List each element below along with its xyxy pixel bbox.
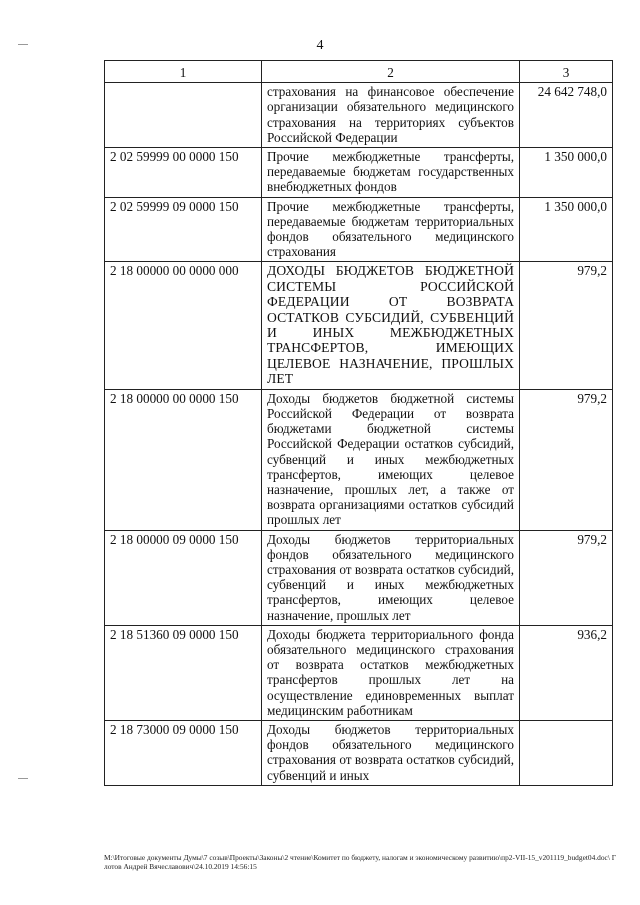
- header-amount: 3: [520, 61, 613, 83]
- margin-mark-bottom: [18, 778, 28, 779]
- row-amount: 979,2: [520, 262, 613, 389]
- row-amount: 979,2: [520, 389, 613, 530]
- row-description: страхования на финансовое обеспечение организации обязательного медицинского страхования на территориях субъектов Российской Федерации: [262, 83, 520, 148]
- row-code: 2 18 73000 09 0000 150: [105, 720, 262, 785]
- row-code: 2 18 00000 09 0000 150: [105, 530, 262, 625]
- table-row: [105, 262, 613, 389]
- row-amount: 1 350 000,0: [520, 148, 613, 198]
- row-description: Доходы бюджетов территориальных фондов обязательного медицинского страхования от возврата остатков субсидий, субвенций и иных межбюджетных трансфертов, имеющих целевое назначение, прошлых лет: [262, 530, 520, 625]
- row-code: [105, 83, 262, 148]
- row-description: ДОХОДЫ БЮДЖЕТОВ БЮДЖЕТНОЙ СИСТЕМЫ РОССИЙСКОЙ ФЕДЕРАЦИИ ОТ ВОЗВРАТА ОСТАТКОВ СУБСИДИЙ, СУБВЕНЦИЙ И ИНЫХ МЕЖБЮДЖЕТНЫХ ТРАНСФЕРТОВ, ИМЕЮЩИХ ЦЕЛЕВОЕ НАЗНАЧЕНИЕ, ПРОШЛЫХ ЛЕТ: [262, 262, 520, 389]
- table-row: [105, 625, 613, 720]
- document-path-footer: M:\Итоговые документы Думы\7 созыв\Проекты\Законы\2 чтение\Комитет по бюджету, налогам и экономическому развитию\пр2-VII-15_v201119_budget04.doc\ Глотов Андрей Вячеславович\24.10.2019 14:56:15: [104, 853, 616, 871]
- row-amount: [520, 720, 613, 785]
- row-code: 2 02 59999 09 0000 150: [105, 197, 262, 262]
- header-description: 2: [262, 61, 520, 83]
- row-amount: 1 350 000,0: [520, 197, 613, 262]
- margin-mark-top: [18, 44, 28, 45]
- row-amount: 936,2: [520, 625, 613, 720]
- row-description: Доходы бюджетов бюджетной системы Российской Федерации от возврата бюджетами бюджетной системы Российской Федерации остатков субсидий, субвенций и иных межбюджетных трансфертов, имеющих целевое назначение, прошлых лет, а также от возврата организациями остатков субсидий прошлых лет: [262, 389, 520, 530]
- table-row: [105, 148, 613, 198]
- table-row: [105, 83, 613, 148]
- row-description: Доходы бюджета территориального фонда обязательного медицинского страхования от возврата остатков межбюджетных трансфертов прошлых лет на осуществление единовременных выплат медицинским работникам: [262, 625, 520, 720]
- table-row: [105, 720, 613, 785]
- row-description: Прочие межбюджетные трансферты, передаваемые бюджетам государственных внебюджетных фондов: [262, 148, 520, 198]
- row-description: Прочие межбюджетные трансферты, передаваемые бюджетам территориальных фондов обязательного медицинского страхования: [262, 197, 520, 262]
- row-code: 2 18 51360 09 0000 150: [105, 625, 262, 720]
- table-row: [105, 389, 613, 530]
- row-code: 2 18 00000 00 0000 150: [105, 389, 262, 530]
- table-header-row: [105, 61, 613, 83]
- table-row: [105, 530, 613, 625]
- header-code: 1: [105, 61, 262, 83]
- row-amount: 979,2: [520, 530, 613, 625]
- page-number: 4: [316, 38, 324, 53]
- table-row: [105, 197, 613, 262]
- row-description: Доходы бюджетов территориальных фондов обязательного медицинского страхования от возврата остатков субсидий, субвенций и иных: [262, 720, 520, 785]
- row-code: 2 18 00000 00 0000 000: [105, 262, 262, 389]
- row-code: 2 02 59999 00 0000 150: [105, 148, 262, 198]
- budget-revenue-table: [104, 60, 613, 786]
- row-amount: 24 642 748,0: [520, 83, 613, 148]
